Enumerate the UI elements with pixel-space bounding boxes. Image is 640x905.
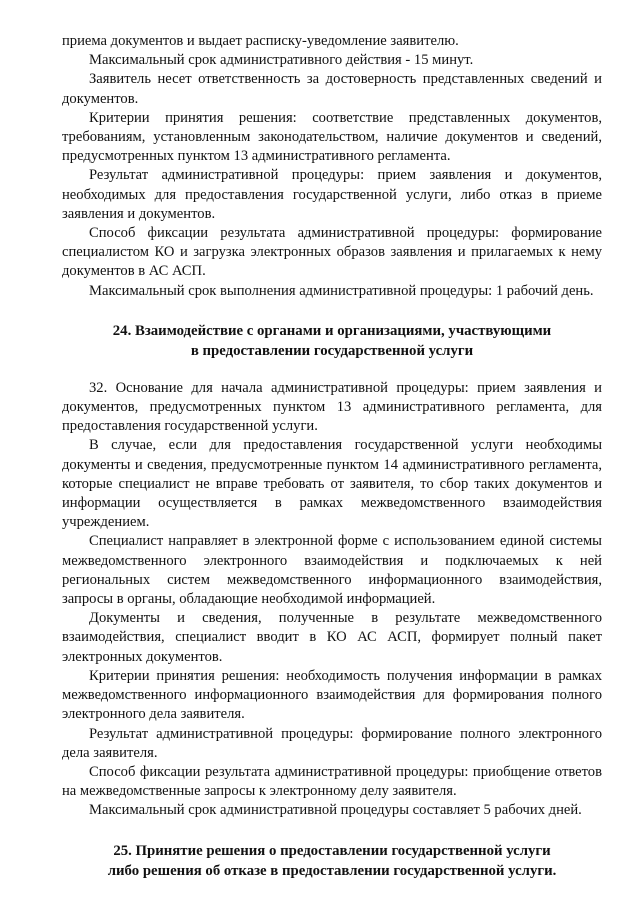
paragraph: Способ фиксации результата административной процедуры: приобщение ответов на межведомственные запросы к электронному делу заявителя. bbox=[62, 763, 602, 800]
paragraph: Результат административной процедуры: формирование полного электронного дела заявителя. bbox=[62, 725, 602, 761]
paragraph: 32. Основание для начала административной процедуры: прием заявления и документов, предусмотренных пунктом 13 административного регламента, для предоставления государственной услуги. bbox=[62, 379, 602, 435]
paragraph: Критерии принятия решения: соответствие представленных документов, требованиям, установленным законодательством, наличие документов и сведений, предусмотренных пунктом 13 административного регламента. bbox=[62, 109, 602, 165]
paragraph: Способ фиксации результата административной процедуры: формирование специалистом КО и загрузка электронных образов заявления и прилагаемых к нему документов в АС АСП. bbox=[62, 225, 602, 280]
heading-line: 24. Взаимодействие с органами и организациями, участвующими bbox=[112, 322, 552, 339]
paragraph: Документы и сведения, полученные в результате межведомственного взаимодействия, специалист вводит в КО АС АСП, формирует полный пакет электронных документов. bbox=[62, 610, 602, 665]
document-page bbox=[62, 32, 602, 881]
paragraph: Максимальный срок выполнения административной процедуры: 1 рабочий день. bbox=[89, 282, 594, 299]
paragraph: Максимальный срок административного действия - 15 минут. bbox=[89, 52, 474, 69]
paragraph: В случае, если для предоставления государственной услуги необходимы документы и сведения, предусмотренные пунктом 14 административного регламента, которые специалист не вправе требовать от заявителя, то сбор таких документов и информации осуществляется в рамках межведомственного взаимодействия учреждением. bbox=[62, 437, 602, 531]
heading-line: 25. Принятие решения о предоставлении государственной услуги bbox=[113, 842, 551, 859]
section-heading-25 bbox=[62, 841, 602, 881]
paragraph: Заявитель несет ответственность за достоверность представленных сведений и документов. bbox=[62, 71, 602, 107]
paragraph: Критерии принятия решения: необходимость получения информации в рамках межведомственного информационного взаимодействия для формирования полного электронного дела заявителя. bbox=[62, 667, 602, 723]
paragraph: приема документов и выдает расписку-уведомление заявителю. bbox=[62, 33, 459, 49]
heading-line: либо решения об отказе в предоставлении государственной услуги. bbox=[107, 862, 557, 879]
paragraph: Специалист направляет в электронной форме с использованием единой системы межведомственного электронного взаимодействия и подключаемых к ней региональных систем межведомственного информационного взаимодействия, запросы в органы, обладающие необходимой информацией. bbox=[62, 533, 602, 608]
heading-line: в предоставлении государственной услуги bbox=[190, 342, 474, 359]
paragraph: Максимальный срок административной процедуры составляет 5 рабочих дней. bbox=[89, 802, 582, 819]
paragraph: Результат административной процедуры: прием заявления и документов, необходимых для предоставления государственной услуги, либо отказ в приеме заявления и документов. bbox=[62, 167, 602, 222]
section-heading-24 bbox=[62, 321, 602, 361]
